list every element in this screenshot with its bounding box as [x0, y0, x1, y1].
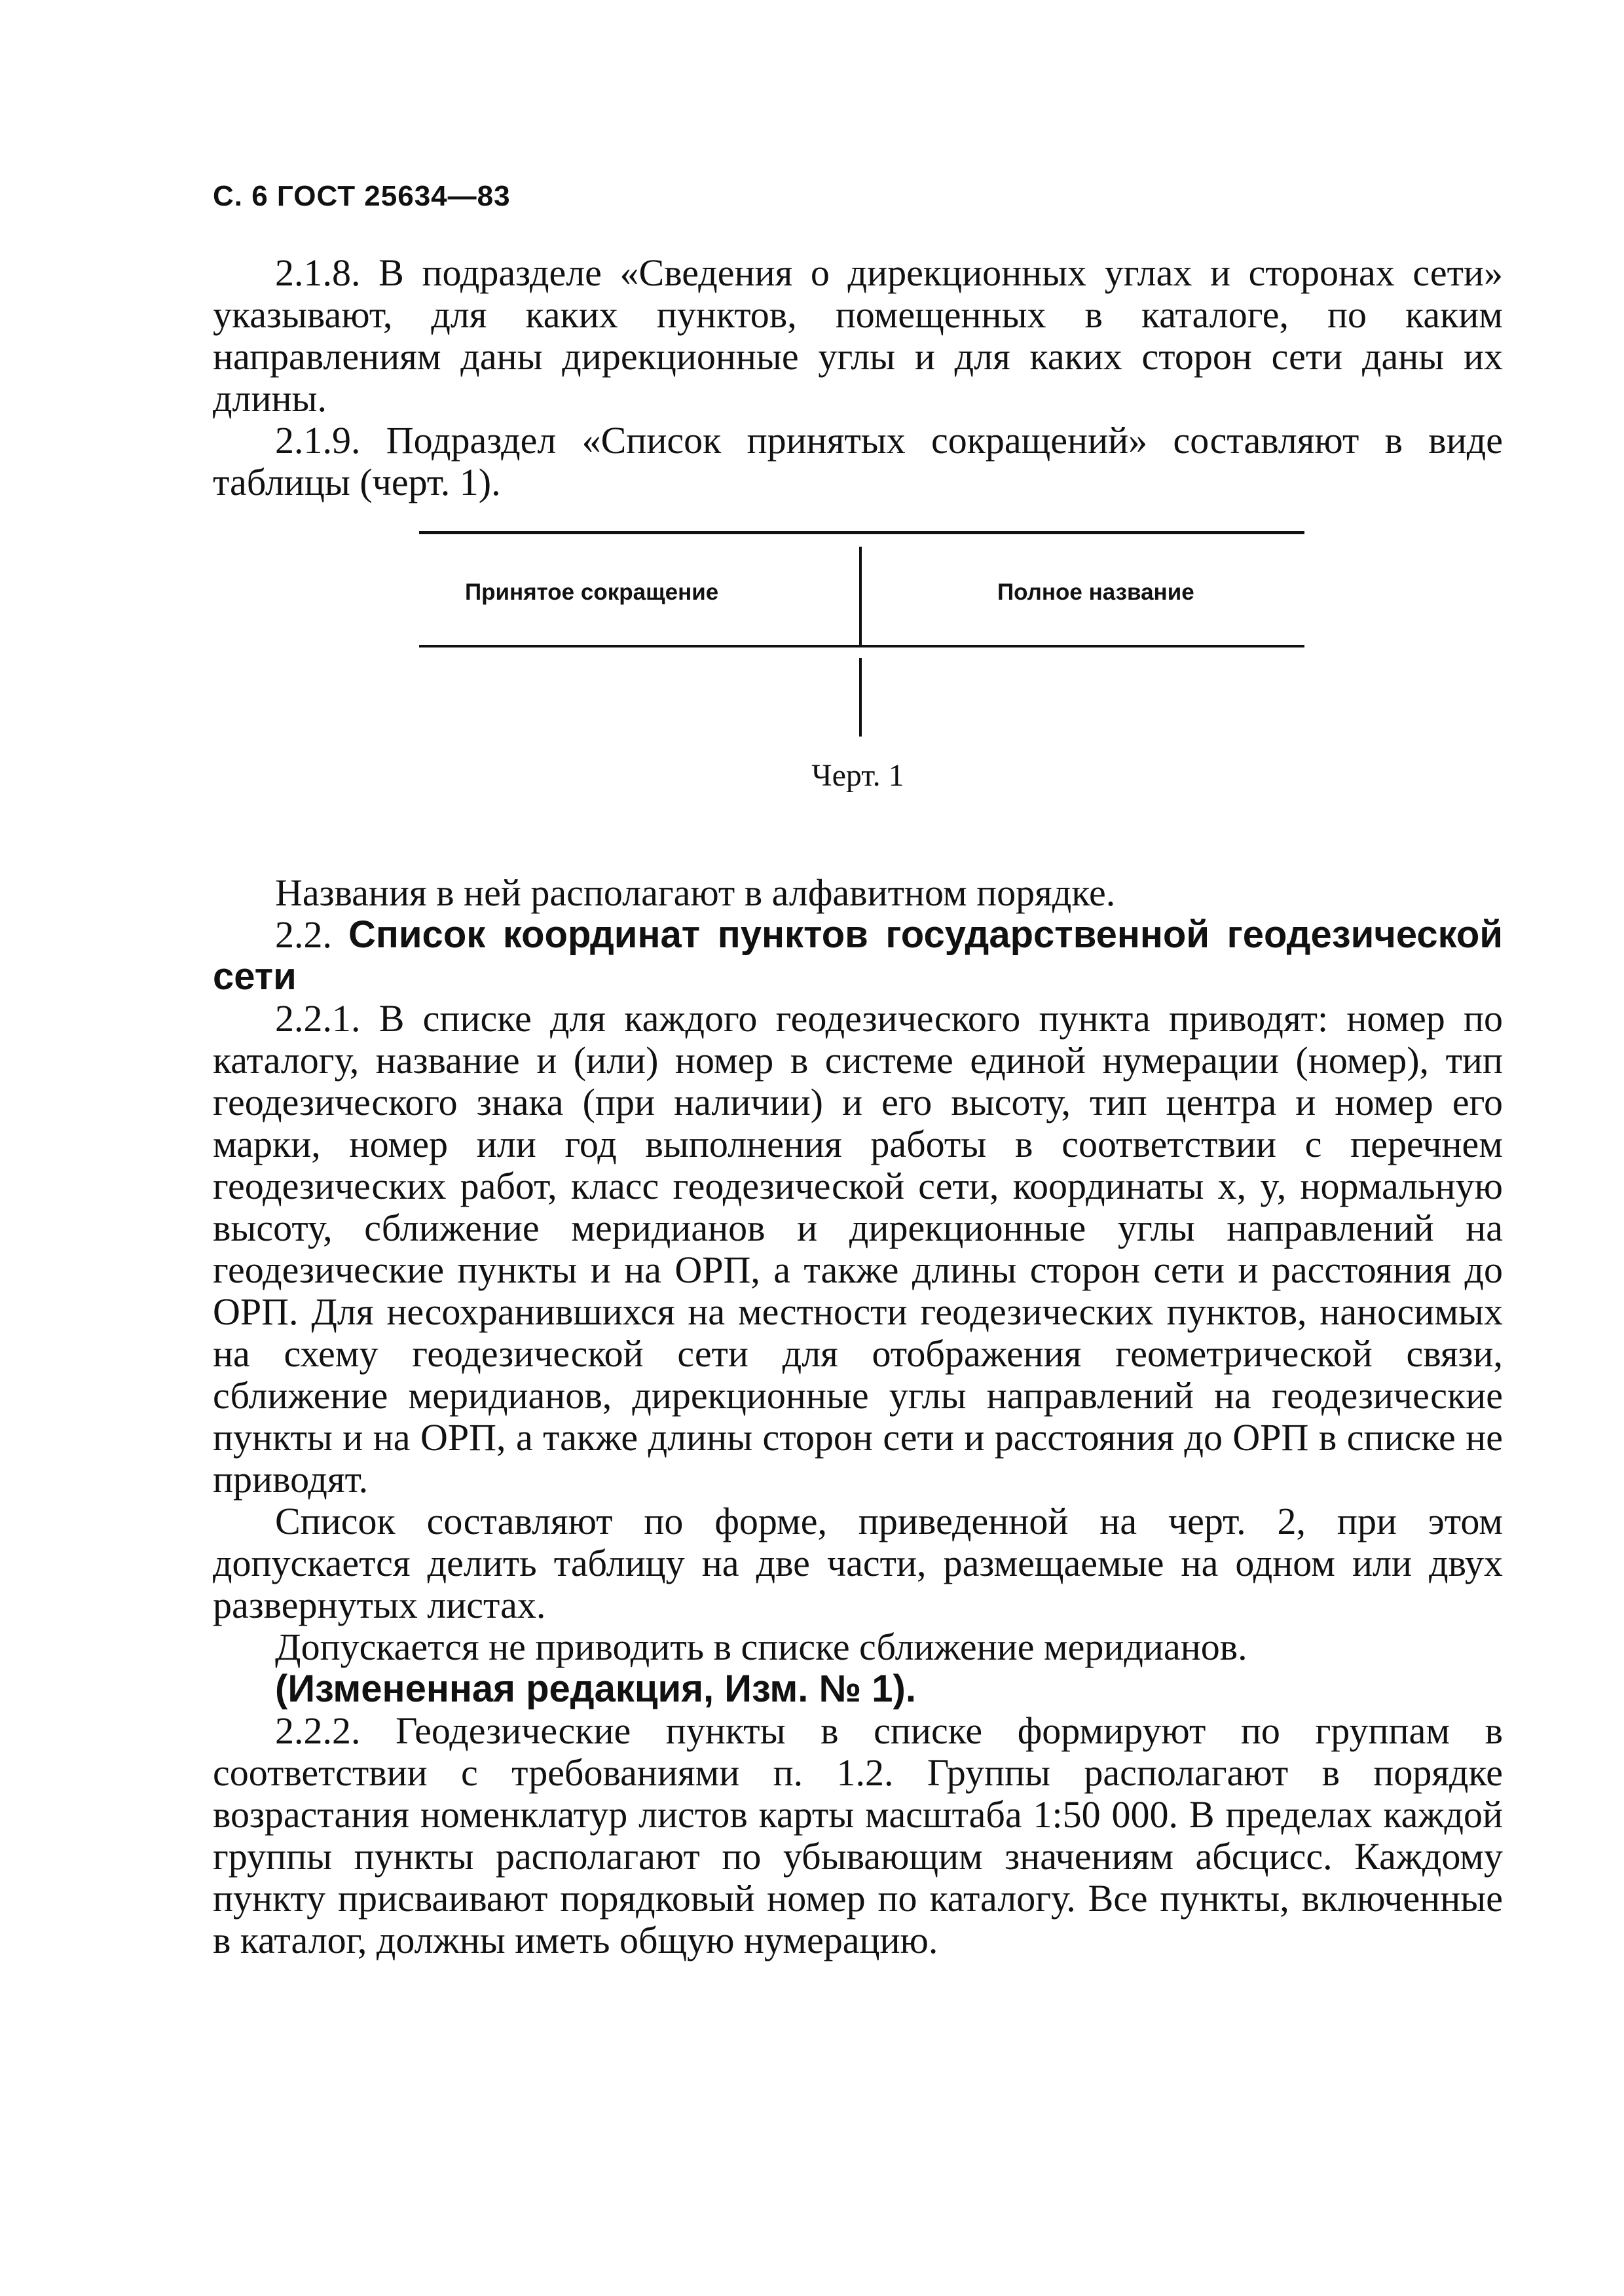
- amendment-text: (Измененная редакция, Изм. № 1).: [275, 1667, 916, 1710]
- table-header-rule: [419, 645, 1304, 647]
- paragraph-form: Список составляют по форме, приведенной на черт. 2, при этом допускается делить таблицу на две части, размещаемые на одном или двух развернутых листах.: [213, 1500, 1503, 1626]
- paragraph-2-2-1: 2.2.1. В списке для каждого геодезического пункта приводят: номер по каталогу, название и (или) номер в системе единой нумерации (номер), тип геодезического знака (при наличии) и его высоту, тип центра и номер его марки, номер или год выполнения работы в соответствии с перечнем геодезических работ, класс геодезической сети, координаты x, y, нормальную высоту, сближение меридианов и дирекционные углы направлений на геодезические пункты и на ОРП, а также длины сторон сети и расстояния до ОРП. Для несохранившихся на местности геодезических пунктов, наносимых на схему геодезической сети для отображения геометрической связи, сближение меридианов, дирекционные углы направлений на геодезические пункты и на ОРП, а также длины сторон сети и расстояния до ОРП в списке не приводят.: [213, 997, 1503, 1501]
- amendment-note: [213, 1668, 1503, 1710]
- paragraph-2-1-8: 2.1.8. В подразделе «Сведения о дирекционных углах и сторонах сети» указывают, для каких пунктов, помещенных в каталоге, по каким направлениям даны дирекционные углы и для каких сторон сети даны их длины.: [213, 251, 1503, 420]
- paragraph-2-1-9: 2.1.9. Подраздел «Список принятых сокращений» составляют в виде таблицы (черт. 1).: [213, 419, 1503, 503]
- table-header-full-name: Полное название: [997, 579, 1194, 605]
- paragraph-alphabetical: Названия в ней располагают в алфавитном порядке.: [275, 871, 1116, 914]
- table-body-divider: [859, 658, 862, 737]
- figure-caption: Черт. 1: [811, 758, 904, 793]
- section-heading-2-2: [213, 914, 1503, 998]
- section-number: 2.2.: [275, 913, 332, 956]
- section-title: Список координат пунктов государственной геодезической сети: [213, 913, 1503, 998]
- paragraph-meridian: Допускается не приводить в списке сближение меридианов.: [275, 1626, 1247, 1668]
- document-page: [213, 157, 1503, 1961]
- table-column-divider: [859, 547, 862, 645]
- paragraph-2-2-2: 2.2.2. Геодезические пункты в списке формируют по группам в соответствии с требованиями п. 1.2. Группы располагают в порядке возрастания номенклатур листов карты масштаба 1:50 000. В пределах каждой группы пункты располагают по убывающим значениям абсцисс. Каждому пункту присваивают порядковый номер по каталогу. Все пункты, включенные в каталог, должны иметь общую нумерацию.: [213, 1709, 1503, 1961]
- page-header: С. 6 ГОСТ 25634—83: [213, 180, 511, 212]
- abbreviations-table: [419, 531, 1304, 738]
- table-top-rule: [419, 531, 1304, 534]
- table-header-abbreviation: Принятое сокращение: [465, 579, 719, 605]
